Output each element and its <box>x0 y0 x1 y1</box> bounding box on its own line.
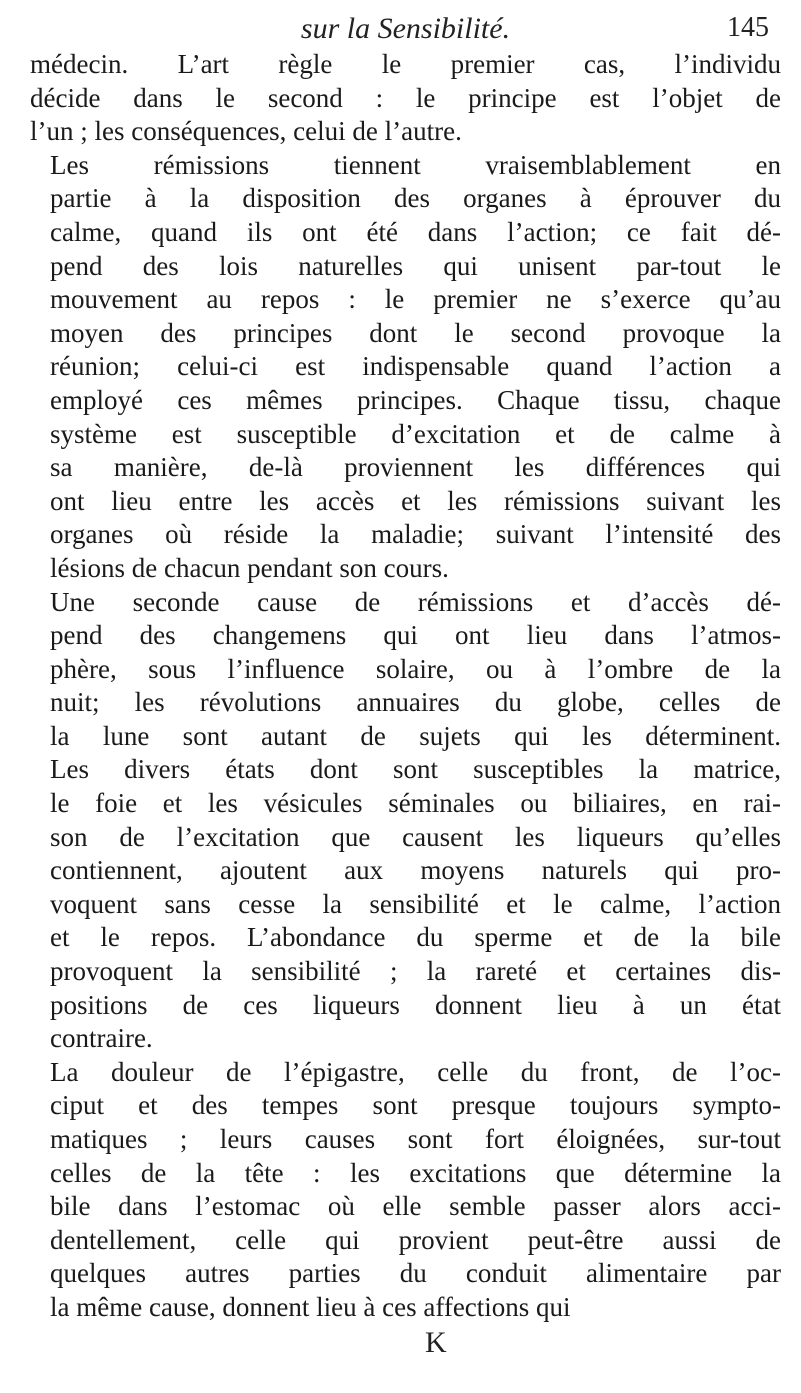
text-line: sa manière, de-là proviennent les différences qui <box>50 452 781 483</box>
text-line: Les divers états dont sont susceptibles la matrice, <box>50 754 781 785</box>
text-line: la lune sont autant de sujets qui les déterminent. <box>50 720 781 751</box>
text-line: matiques ; leurs causes sont fort éloignées, sur-tout <box>50 1124 781 1154</box>
text-line: bile dans l’estomac où elle semble passer alors acci- <box>50 1191 781 1222</box>
text-line: réunion; celui-ci est indispensable quand l’action a <box>50 351 781 382</box>
text-line: ont lieu entre les accès et les rémissions suivant les <box>50 485 781 516</box>
text-line: ciput et des tempes sont presque toujours sympto- <box>50 1090 781 1121</box>
text-line: médecin. L’art règle le premier cas, l’individu <box>30 49 781 79</box>
text-line: quelques autres parties du conduit alimentaire par <box>50 1258 781 1289</box>
paragraph <box>30 48 781 149</box>
text-line: provoquent la sensibilité ; la rareté et certaines dis- <box>50 956 781 987</box>
text-line: son de l’excitation que causent les liqueurs qu’elles <box>50 821 781 852</box>
text-line: organes où réside la maladie; suivant l’intensité des <box>50 519 781 550</box>
running-header <box>30 0 781 48</box>
text-line: voquent sans cesse la sensibilité et le calme, l’action <box>50 888 781 919</box>
text-line: lésions de chacun pendant son cours. <box>50 552 449 583</box>
text-line: décide dans le second : le principe est l’objet de <box>30 82 781 113</box>
body-text <box>30 48 781 1325</box>
text-line: la même cause, donnent lieu à ces affections qui <box>50 1291 571 1322</box>
text-line: contiennent, ajoutent aux moyens naturels qui pro- <box>50 855 781 886</box>
text-line: dentellement, celle qui provient peut-être aussi de <box>50 1224 781 1255</box>
text-line: Les rémissions tiennent vraisemblablement en <box>50 149 781 180</box>
text-line: employé ces mêmes principes. Chaque tissu, chaque <box>50 384 781 415</box>
paragraph <box>30 1056 781 1325</box>
text-line: pend des lois naturelles qui unisent par-tout le <box>50 250 781 281</box>
text-line: Une seconde cause de rémissions et d’accès dé- <box>50 586 781 617</box>
text-line: le foie et les vésicules séminales ou biliaires, en rai- <box>50 788 781 819</box>
text-line: l’un ; les conséquences, celui de l’autre. <box>30 116 462 147</box>
paragraph <box>30 586 781 1056</box>
text-line: phère, sous l’influence solaire, ou à l’ombre de la <box>50 653 781 684</box>
text-line: nuit; les révolutions annuaires du globe, celles de <box>50 687 781 718</box>
page-number: 145 <box>727 12 769 43</box>
text-line: et le repos. L’abondance du sperme et de la bile <box>50 922 781 953</box>
paragraph <box>30 149 781 586</box>
text-line: moyen des principes dont le second provoque la <box>50 317 781 348</box>
text-line: positions de ces liqueurs donnent lieu à un état <box>50 989 781 1020</box>
text-line: contraire. <box>50 1023 153 1054</box>
text-line: calme, quand ils ont été dans l’action; ce fait dé- <box>50 216 781 247</box>
running-title: sur la Sensibilité. <box>300 12 511 45</box>
text-line: celles de la tête : les excitations que détermine la <box>50 1157 781 1188</box>
text-line: système est susceptible d’excitation et de calme à <box>50 418 781 449</box>
signature-mark: K <box>425 1325 447 1359</box>
text-line: mouvement au repos : le premier ne s’exerce qu’au <box>50 284 781 315</box>
text-line: partie à la disposition des organes à éprouver du <box>50 183 781 214</box>
text-line: La douleur de l’épigastre, celle du front, de l’oc- <box>50 1056 781 1087</box>
text-line: pend des changemens qui ont lieu dans l’atmos- <box>50 620 781 651</box>
